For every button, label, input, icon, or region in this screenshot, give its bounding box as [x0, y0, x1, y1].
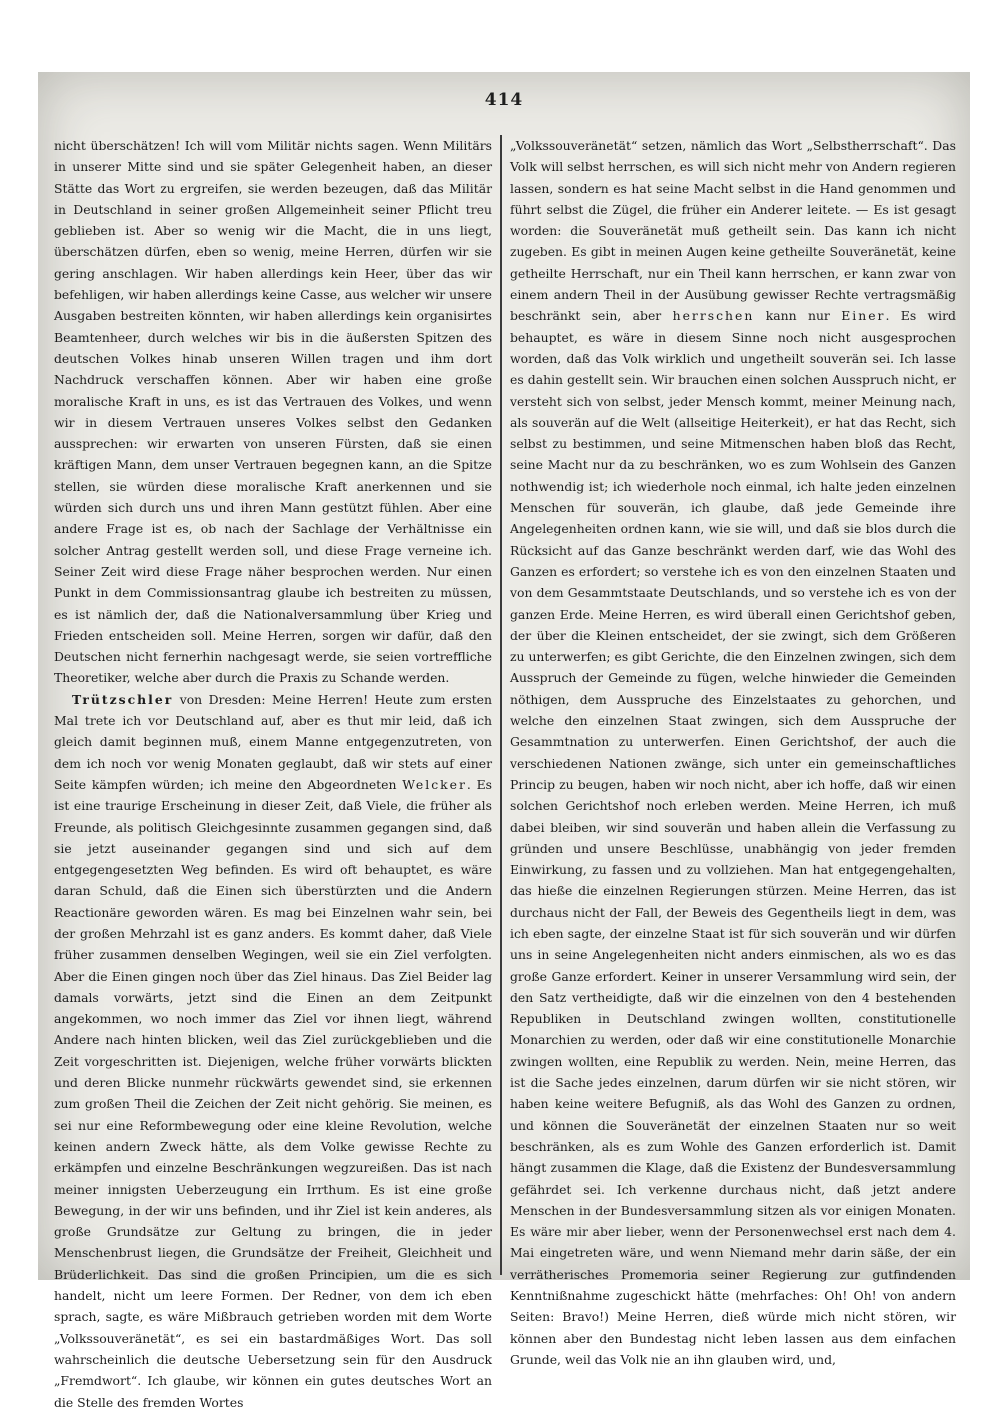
deputy-name: Welcker	[402, 776, 467, 792]
right-spaced-einer: Einer	[841, 308, 886, 324]
left-paragraph-1: nicht überschätzen! Ich will vom Militär nichts sagen. Wenn Militärs in unserer Mitte sind und sie später Gelegenheit haben, an dieser Stätte das Wort zu ergreifen, sie werden bezeugen, daß das Militär in Deutschland in seiner großen Allgemeinheit seiner Pflicht treu geblieben ist. Aber so wenig wir die Macht, die in uns liegt, überschätzen dürfen, eben so wenig, meine Herren, dürfen wir sie gering anschlagen. Wir haben allerdings kein Heer, über das wir befehligen, wir haben allerdings keine Casse, aus welcher wir unsere Ausgaben bestreiten könnten, wir haben allerdings kein organisirtes Beamtenheer, durch welches wir bis in die äußersten Spitzen des deutschen Volkes hinab unseren Willen tragen und ihm dort Nachdruck verschaffen können. Aber wir haben eine große moralische Kraft in uns, es ist das Vertrauen des Volkes, und wenn wir in diesem Vertrauen unseres Volkes selbst den Gedanken aussprechen: wir erwarten von unseren Fürsten, daß sie einen kräftigen Mann, dem unser Vertrauen begegnen kann, an die Spitze stellen, sie würden diese moralische Kraft anerkennen und sie würden sich durch uns und ihren Mann gestützt fühlen. Aber eine andere Frage ist es, ob nach der Sachlage der Verhältnisse ein solcher Antrag gestellt werden soll, und diese Frage verneine ich. Seiner Zeit wird diese Frage näher besprochen werden. Nur einen Punkt in dem Commissionsantrag glaube ich bestreiten zu müssen, es ist nämlich der, daß die Nationalversammlung über Krieg und Frieden entscheiden soll. Meine Herren, sorgen wir dafür, daß den Deutschen nicht fernerhin nachgesagt werde, sie seien vortreffliche Theoretiker, welche aber durch die Praxis zu Schande werden.	[54, 138, 492, 686]
right-spaced-herrschen: herrschen	[672, 308, 755, 324]
right-text-a: „Volkssouveränetät“ setzen, nämlich das Wort „Selbstherrschaft“. Das Volk will selbst herrschen, es will sich nicht mehr von Andern regieren lassen, sondern es hat seine Macht selbst in die Hand genommen und führt selbst die Zügel, die früher ein Anderer leitete. — Es ist gesagt worden: die Souveränetät muß getheilt sein. Das kann ich nicht zugeben. Es gibt in meinen Augen keine getheilte Souveränetät, keine getheilte Herrschaft, nur ein Theil kann herrschen, er kann zwar von einem andern Theil in der Ausübung gewisser Rechte vertragsmäßig beschränkt sein, aber	[510, 138, 956, 324]
left-paragraph-2	[54, 689, 492, 1413]
column-divider	[500, 135, 502, 1275]
speech-intro: von Dresden: Meine Herren! Heute zum ersten Mal trete ich vor Deutschland auf, aber es thut mir leid, daß ich gleich damit beginnen muß, einem Manne entgegenzutreten, von dem ich noch vor wenig Monaten geglaubt, daß wir stets auf einer Seite kämpfen würden; ich meine den Abgeordneten	[54, 691, 492, 792]
right-text-c: . Es wird behauptet, es wäre in diesem Sinne noch nicht ausgesprochen worden, daß das Volk wirklich und ungetheilt souverän sei. Ich lasse es dahin gestellt sein. Wir brauchen einen solchen Ausspruch nicht, er versteht sich von selbst, jeder Mensch kommt, meiner Meinung nach, als souverän auf die Welt (allseitige Heiterkeit), er hat das Recht, sich selbst zu bestimmen, und seine Mitmenschen haben bloß das Recht, seine Macht nur da zu beschränken, wo es zum Wohlsein des Ganzen nothwendig ist; ich wiederhole noch einmal, ich halte jeden einzelnen Menschen für souverän, ich glaube, daß jede Gemeinde ihre Angelegenheiten ordnen kann, wie sie will, und daß sie blos durch die Rücksicht auf das Ganze beschränkt werden darf, wie das Wohl des Ganzen es erfordert; so verstehe ich es von den einzelnen Staaten und von dem Gesammtstaate Deutschlands, und so verstehe ich es von der ganzen Erde. Meine Herren, es wird überall einen Gerichtshof geben, der über die Kleinen entscheidet, der sie zwingt, sich dem Größeren zu unterwerfen; es gibt Gerichte, die den Einzelnen zwingen, sich dem Ausspruch der Gemeinde zu fügen, welche hinwieder die Gemeinden nöthigen, dem Ausspruche des Einzelstaates zu gehorchen, und welche den einzelnen Staat zwingen, sich dem Ausspruche der Gesammtnation zu unterwerfen. Einen Gerichtshof, der auch die verschiedenen Nationen zwänge, sich unter ein gemeinschaftliches Princip zu beugen, haben wir noch nicht, aber ich hoffe, daß wir einen solchen Gerichtshof noch erleben werden. Meine Herren, ich muß dabei bleiben, wir sind souverän und haben allein die Verfassung zu gründen und unsere Beschlüsse, unabhängig von jeder fremden Einwirkung, zu fassen und zu vollziehen. Man hat entgegengehalten, das hieße die einzelnen Regierungen stürzen. Meine Herren, das ist durchaus nicht der Fall, der Beweis des Gegentheils liegt in dem, was ich eben sagte, der einzelne Staat ist für sich souverän und wir dürfen uns in seine Angelegenheiten nicht anders einmischen, als wo es das große Ganze erfordert. Keiner in unserer Versammlung wird sein, der den Satz vertheidigte, daß wir die einzelnen von den 4 bestehenden Republiken in Deutschland zwingen wollten, constitutionelle Monarchien zu werden, oder daß wir eine constitutionelle Monarchie zwingen wollten, eine Republik zu werden. Nein, meine Herren, das ist die Sache jedes einzelnen, darum dürfen wir sie nicht stören, wir haben keine weitere Befugniß, als das Wohl des Ganzen zu ordnen, und können die Souveränetät der einzelnen Staaten nur so weit beschränken, als es zum Wohle des Ganzen erforderlich ist. Damit hängt zusammen die Klage, daß die Existenz der Bundesversammlung gefährdet sei. Ich verkenne durchaus nicht, daß jetzt andere Menschen in der Bundesversammlung sitzen als vor einigen Monaten. Es wäre mir aber lieber, wenn der Personenwechsel erst nach dem 4. Mai eingetreten wäre, und wenn Niemand mehr darin säße, der ein verrätherisches Promemoria seiner Regierung zur gutfindenden Kenntnißnahme zugeschickt hätte (mehrfaches: Oh! Oh! von andern Seiten: Bravo!) Meine Herren, dieß würde mich nicht stören, wir können aber den Bundestag nicht leben lassen aus dem einfachen Grunde, weil das Volk nie an ihn glauben wird, und,	[510, 308, 956, 1367]
newspaper-page	[38, 72, 970, 1410]
right-text-b: kann nur	[754, 308, 842, 324]
right-paragraph-1	[510, 135, 956, 1370]
speech-body: . Es ist eine traurige Erscheinung in dieser Zeit, daß Viele, die früher als Freunde, als politisch Gleichgesinnte zusammen gegangen sind, daß sie jetzt auseinander gegangen sind und sich auf dem entgegengesetzten Weg befinden. Es wird oft behauptet, es wäre daran Schuld, daß die Einen sich überstürzten und die Andern Reactionäre geworden wären. Es mag bei Einzelnen wahr sein, bei der großen Mehrzahl ist es ganz anders. Es kommt daher, daß Viele früher zusammen denselben Wegingen, weil sie ein Ziel verfolgten. Aber die Einen gingen noch über das Ziel hinaus. Das Ziel Beider lag damals vorwärts, jetzt sind die Einen an dem Zeitpunkt angekommen, wo noch immer das Ziel vor ihnen liegt, während Andere nach hinten blicken, weil das Ziel zurückgeblieben und die Zeit vorgeschritten ist. Diejenigen, welche früher vorwärts blickten und deren Blicke nunmehr rückwärts gewendet sind, sie erkennen zum großen Theil die Zeichen der Zeit nicht gehörig. Sie meinen, es sei nur eine Reformbewegung oder eine kleine Revolution, welche keinen andern Zweck hätte, als dem Volke gewisse Rechte zu erkämpfen und einzelne Beschränkungen wegzureißen. Das ist nach meiner innigsten Ueberzeugung ein Irrthum. Es ist eine große Bewegung, in der wir uns befinden, und ihr Ziel ist kein anderes, als große Grundsätze zur Geltung zu bringen, die in jeder Menschenbrust liegen, die Grundsätze der Freiheit, Gleichheit und Brüderlichkeit. Das sind die großen Principien, um die es sich handelt, nicht um leere Formen. Der Redner, von dem ich eben sprach, sagte, es wäre Mißbrauch getrieben worden mit dem Worte „Volkssouveränetät“, es sei ein bastardmäßiges Wort. Das soll wahrscheinlich die deutsche Uebersetzung sein für den Ausdruck „Fremdwort“. Ich glaube, wir können ein gutes deutsches Wort an die Stelle des fremden Wortes	[54, 776, 492, 1410]
left-column	[54, 135, 492, 1410]
page-number: 414	[484, 90, 524, 110]
speaker-name: Trützschler	[72, 691, 174, 707]
right-column	[510, 135, 956, 1367]
